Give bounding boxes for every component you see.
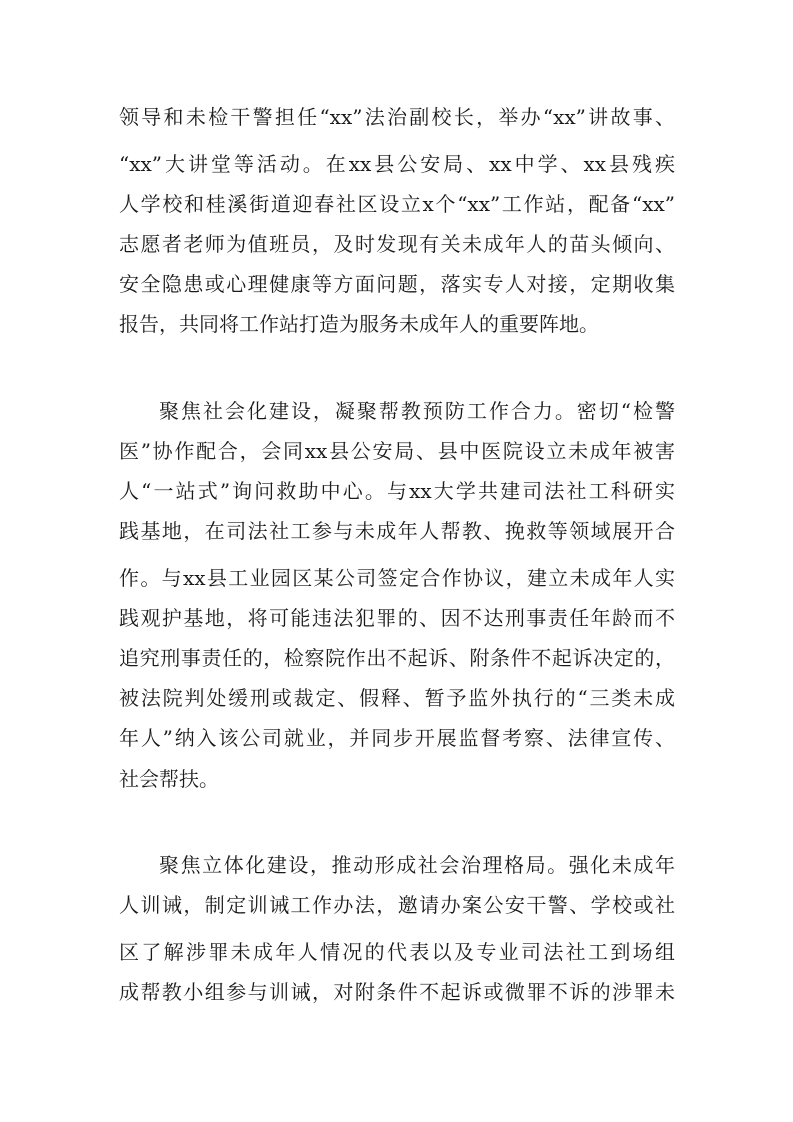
paragraph-2-line-6: 践观护基地，将可能违法犯罪的、因不达刑事责任年龄而不 [119, 606, 675, 630]
paragraph-1-line-4: 志愿者老师为值班员，及时发现有关未成年人的苗头倾向、 [119, 232, 675, 256]
paragraph-3-line-1: 聚焦立体化建设，推动形成社会治理格局。强化未成年 [159, 853, 675, 877]
paragraph-3-line-3: 区了解涉罪未成年人情况的代表以及专业司法社工到场组 [119, 940, 675, 964]
paragraph-2-line-2: 医”协作配合，会同xx县公安局、县中医院设立未成年被害 [119, 439, 675, 463]
paragraph-2-line-3: 人“一站式”询问救助中心。与xx大学共建司法社工科研实 [119, 479, 675, 503]
paragraph-2-line-10: 社会帮扶。 [119, 767, 219, 791]
paragraph-2-line-9: 年人”纳入该公司就业，并同步开展监督考察、法律宣传、 [119, 726, 675, 750]
paragraph-1-line-6: 报告，共同将工作站打造为服务未成年人的重要阵地。 [119, 312, 599, 336]
paragraph-1-line-2: “xx”大讲堂等活动。在xx县公安局、xx中学、xx县残疾 [119, 152, 675, 176]
paragraph-2-line-7: 追究刑事责任的，检察院作出不起诉、附条件不起诉决定的， [119, 646, 675, 670]
paragraph-3-line-2: 人训诫，制定训诫工作办法，邀请办案公安干警、学校或社 [119, 893, 675, 917]
paragraph-1-line-5: 安全隐患或心理健康等方面问题，落实专人对接，定期收集 [119, 272, 675, 296]
paragraph-1-line-1: 领导和未检干警担任“xx”法治副校长，举办“xx”讲故事、 [119, 105, 675, 129]
paragraph-2-line-5: 作。与xx县工业园区某公司签定合作协议，建立未成年人实 [119, 566, 675, 590]
paragraph-3-line-4: 成帮教小组参与训诫，对附条件不起诉或微罪不诉的涉罪未 [119, 980, 675, 1004]
paragraph-1-line-3: 人学校和桂溪街道迎春社区设立x个“xx”工作站，配备“xx” [119, 192, 675, 216]
paragraph-2-line-8: 被法院判处缓刑或裁定、假释、暂予监外执行的“三类未成 [119, 686, 675, 710]
paragraph-2-line-4: 践基地，在司法社工参与未成年人帮教、挽救等领域展开合 [119, 519, 675, 543]
paragraph-2-line-1: 聚焦社会化建设，凝聚帮教预防工作合力。密切“检警 [159, 399, 675, 423]
